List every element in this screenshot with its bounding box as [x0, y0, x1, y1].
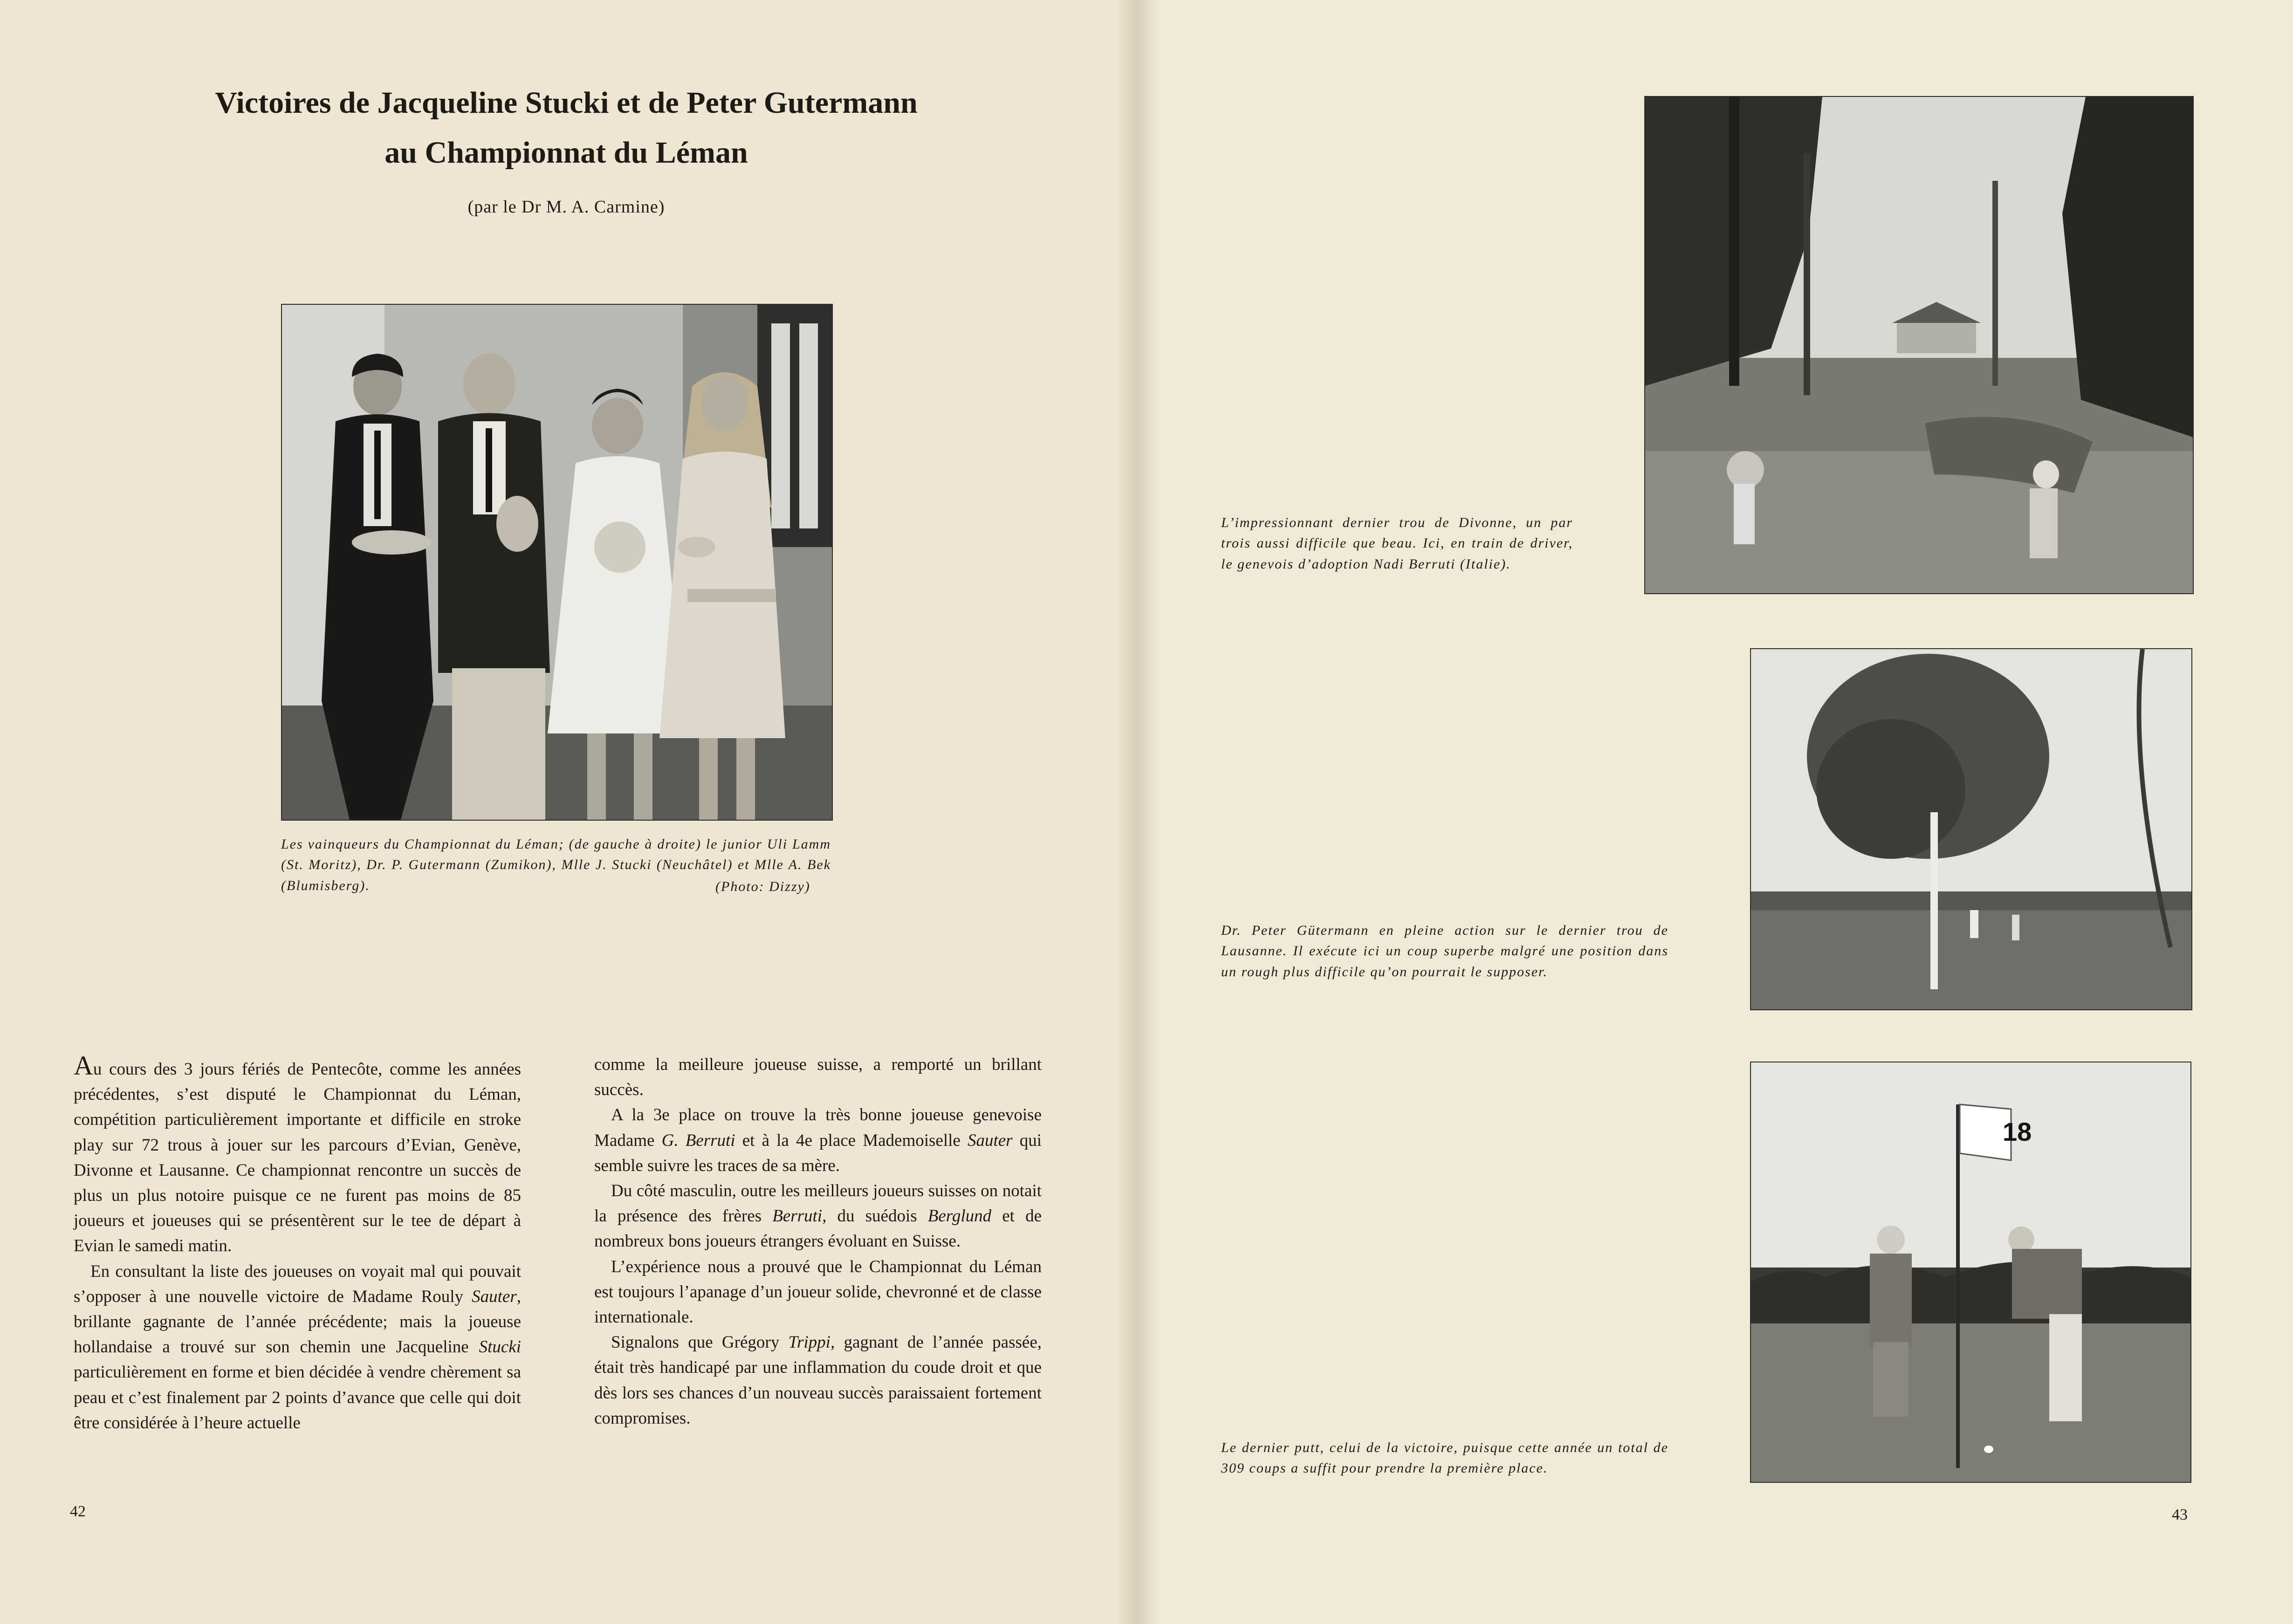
body-paragraph: A la 3e place on trouve la très bonne joueuse genevoise Madame G. Berruti et à la 4e place Mademoiselle Sauter qui semble suivre les traces de sa mère.	[594, 1105, 1042, 1175]
divonne-photo	[1645, 97, 2193, 593]
final-putt-photo-caption: Le dernier putt, celui de la victoire, puisque cette année un total de 309 coups a suffit pour prendre la première place.	[1221, 1440, 1668, 1476]
winners-photo-image	[282, 305, 832, 820]
body-paragraph: Du côté masculin, outre les meilleurs joueurs suisses on notait la présence des frères Berruti, du suédois Berglund et de nombreux bons joueurs étrangers évoluant en Suisse.	[594, 1181, 1042, 1251]
article-title-line1: Victoires de Jacqueline Stucki et de Peter Gutermann	[215, 86, 918, 120]
body-paragraph: Signalons que Grégory Trippi, gagnant de l’année passée, était très handicapé par une inflammation du coude droit et que dès lors ses chances d’un nouveau succès paraissaient fortement compromises.	[594, 1333, 1042, 1428]
article-body-column-2	[594, 1052, 1042, 1431]
lausanne-photo	[1751, 649, 2191, 1009]
article-byline: (par le Dr M. A. Carmine)	[467, 197, 665, 217]
body-paragraph: Au cours des 3 jours fériés de Pentecôte, comme les années précédentes, s’est disputé le Championnat du Léman, compétition particulièrement importante et difficile en stroke play sur 72 trous à jouer sur les parcours d’Evian, Genève, Divonne et Lausanne. Ce championnat rencontre un succès de plus un plus notoire puisque ce ne furent pas moins de 85 joueurs et joueuses qui se présentèrent sur le tee de départ à Evian le samedi matin.	[74, 1050, 521, 1256]
winners-photo-caption: Les vainqueurs du Championnat du Léman; (de gauche à droite) le junior Uli Lamm (St. Moritz), Dr. P. Gutermann (Zumikon), Mlle J. Stucki (Neuchâtel) et Mlle A. Bek (Blumisberg).	[281, 836, 831, 893]
article-body-column-1	[74, 1052, 521, 1436]
article-title-line2: au Championnat du Léman	[384, 136, 748, 170]
divonne-photo-caption: L’impressionnant dernier trou de Divonne, un par trois aussi difficile que beau. Ici, en train de driver, le genevois d’adoption Nadi Berruti (Italie).	[1221, 515, 1573, 572]
flag-number: 18	[2003, 1117, 2032, 1146]
lausanne-photo-image	[1751, 649, 2191, 1009]
final-putt-photo-image	[1751, 1062, 2190, 1482]
winners-photo	[282, 305, 832, 820]
page-number-right: 43	[2172, 1506, 2188, 1523]
lausanne-photo-caption: Dr. Peter Gütermann en pleine action sur le dernier trou de Lausanne. Il exécute ici un coup superbe malgré une position dans un rough plus difficile qu’on pourrait le supposer.	[1221, 923, 1668, 980]
final-putt-photo	[1751, 1062, 2190, 1482]
drop-cap: A	[74, 1050, 93, 1081]
divonne-photo-image	[1645, 97, 2193, 593]
page-number-left: 42	[70, 1503, 86, 1520]
body-paragraph: L’expérience nous a prouvé que le Championnat du Léman est toujours l’apanage d’un joueur solide, chevronné et de classe internationale.	[594, 1257, 1042, 1327]
body-paragraph: comme la meilleure joueuse suisse, a remporté un brillant succès.	[594, 1055, 1042, 1100]
body-paragraph: En consultant la liste des joueuses on voyait mal qui pouvait s’opposer à une nouvelle victoire de Madame Rouly Sauter, brillante gagnante de l’année précédente; mais la joueuse hollandaise a trouvé sur son chemin une Jacqueline Stucki particulièrement en forme et bien décidée à vendre chèrement sa peau et c’est finalement par 2 points d’avance que celle qui doit être considérée à l’heure actuelle	[74, 1261, 521, 1432]
book-gutter	[1116, 0, 1158, 1624]
winners-photo-credit: (Photo: Dizzy)	[715, 879, 810, 894]
